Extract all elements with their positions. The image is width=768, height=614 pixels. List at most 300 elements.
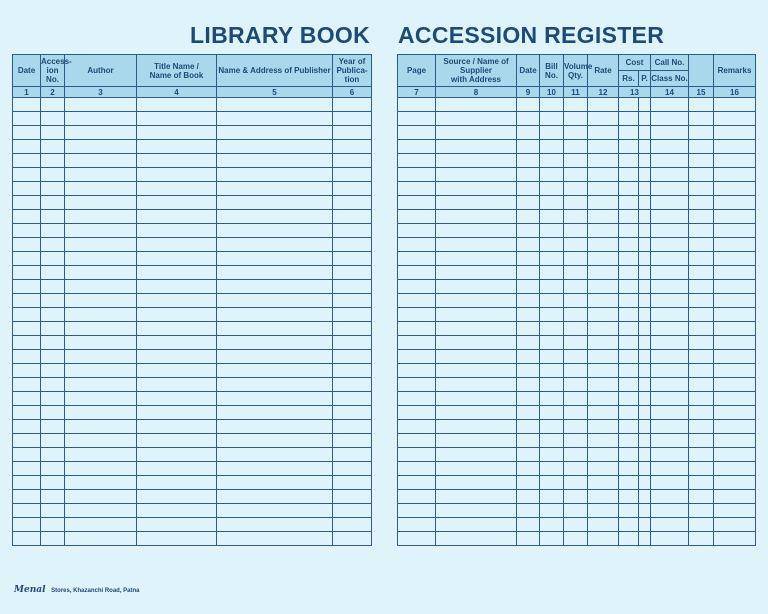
table-cell[interactable]	[333, 350, 372, 364]
table-cell[interactable]	[651, 434, 689, 448]
table-cell[interactable]	[13, 350, 41, 364]
table-cell[interactable]	[398, 504, 436, 518]
table-cell[interactable]	[398, 476, 436, 490]
table-cell[interactable]	[714, 420, 756, 434]
table-cell[interactable]	[651, 462, 689, 476]
table-cell[interactable]	[13, 280, 41, 294]
table-cell[interactable]	[540, 210, 564, 224]
table-cell[interactable]	[217, 196, 333, 210]
table-cell[interactable]	[540, 140, 564, 154]
table-cell[interactable]	[398, 168, 436, 182]
table-cell[interactable]	[41, 266, 65, 280]
table-cell[interactable]	[714, 196, 756, 210]
table-cell[interactable]	[436, 182, 517, 196]
table-cell[interactable]	[333, 112, 372, 126]
table-cell[interactable]	[588, 322, 619, 336]
table-cell[interactable]	[217, 224, 333, 238]
table-cell[interactable]	[689, 98, 714, 112]
table-cell[interactable]	[137, 532, 217, 546]
table-cell[interactable]	[65, 224, 137, 238]
table-cell[interactable]	[436, 322, 517, 336]
table-cell[interactable]	[714, 490, 756, 504]
table-cell[interactable]	[651, 266, 689, 280]
table-cell[interactable]	[217, 434, 333, 448]
table-cell[interactable]	[588, 518, 619, 532]
table-cell[interactable]	[436, 112, 517, 126]
table-cell[interactable]	[639, 434, 651, 448]
table-cell[interactable]	[564, 280, 588, 294]
table-cell[interactable]	[714, 448, 756, 462]
table-cell[interactable]	[436, 98, 517, 112]
table-cell[interactable]	[619, 294, 639, 308]
table-cell[interactable]	[41, 448, 65, 462]
table-cell[interactable]	[540, 266, 564, 280]
table-cell[interactable]	[13, 98, 41, 112]
table-cell[interactable]	[714, 518, 756, 532]
table-cell[interactable]	[714, 98, 756, 112]
table-cell[interactable]	[619, 518, 639, 532]
table-cell[interactable]	[398, 434, 436, 448]
table-cell[interactable]	[137, 448, 217, 462]
table-cell[interactable]	[540, 406, 564, 420]
table-cell[interactable]	[333, 364, 372, 378]
table-cell[interactable]	[651, 336, 689, 350]
table-cell[interactable]	[714, 210, 756, 224]
table-cell[interactable]	[651, 140, 689, 154]
table-cell[interactable]	[639, 168, 651, 182]
table-cell[interactable]	[651, 112, 689, 126]
table-cell[interactable]	[333, 448, 372, 462]
table-cell[interactable]	[619, 98, 639, 112]
table-cell[interactable]	[651, 196, 689, 210]
table-cell[interactable]	[217, 448, 333, 462]
table-cell[interactable]	[65, 280, 137, 294]
table-cell[interactable]	[41, 168, 65, 182]
table-cell[interactable]	[41, 140, 65, 154]
table-cell[interactable]	[564, 392, 588, 406]
table-cell[interactable]	[689, 308, 714, 322]
table-cell[interactable]	[689, 140, 714, 154]
table-cell[interactable]	[639, 420, 651, 434]
table-cell[interactable]	[13, 210, 41, 224]
table-cell[interactable]	[398, 518, 436, 532]
table-cell[interactable]	[41, 308, 65, 322]
table-cell[interactable]	[540, 238, 564, 252]
table-cell[interactable]	[65, 168, 137, 182]
table-cell[interactable]	[41, 294, 65, 308]
table-cell[interactable]	[13, 462, 41, 476]
table-cell[interactable]	[714, 224, 756, 238]
table-cell[interactable]	[333, 462, 372, 476]
table-cell[interactable]	[398, 448, 436, 462]
table-cell[interactable]	[564, 322, 588, 336]
table-cell[interactable]	[619, 140, 639, 154]
table-cell[interactable]	[13, 252, 41, 266]
table-cell[interactable]	[689, 154, 714, 168]
table-cell[interactable]	[517, 378, 540, 392]
table-cell[interactable]	[13, 476, 41, 490]
table-cell[interactable]	[517, 392, 540, 406]
table-cell[interactable]	[65, 252, 137, 266]
table-cell[interactable]	[41, 238, 65, 252]
table-cell[interactable]	[217, 154, 333, 168]
table-cell[interactable]	[689, 252, 714, 266]
table-cell[interactable]	[689, 322, 714, 336]
table-cell[interactable]	[639, 504, 651, 518]
table-cell[interactable]	[639, 154, 651, 168]
table-cell[interactable]	[137, 182, 217, 196]
table-cell[interactable]	[398, 126, 436, 140]
table-cell[interactable]	[41, 224, 65, 238]
table-cell[interactable]	[564, 294, 588, 308]
table-cell[interactable]	[588, 168, 619, 182]
table-cell[interactable]	[398, 182, 436, 196]
table-cell[interactable]	[651, 364, 689, 378]
table-cell[interactable]	[689, 238, 714, 252]
table-cell[interactable]	[651, 406, 689, 420]
table-cell[interactable]	[564, 364, 588, 378]
table-cell[interactable]	[564, 210, 588, 224]
table-cell[interactable]	[13, 196, 41, 210]
table-cell[interactable]	[588, 294, 619, 308]
table-cell[interactable]	[588, 126, 619, 140]
table-cell[interactable]	[41, 406, 65, 420]
table-cell[interactable]	[651, 392, 689, 406]
table-cell[interactable]	[619, 126, 639, 140]
table-cell[interactable]	[333, 210, 372, 224]
table-cell[interactable]	[517, 322, 540, 336]
table-cell[interactable]	[714, 336, 756, 350]
table-cell[interactable]	[619, 280, 639, 294]
table-cell[interactable]	[13, 364, 41, 378]
table-cell[interactable]	[714, 504, 756, 518]
table-cell[interactable]	[588, 504, 619, 518]
table-cell[interactable]	[398, 224, 436, 238]
table-cell[interactable]	[517, 98, 540, 112]
table-cell[interactable]	[217, 280, 333, 294]
table-cell[interactable]	[217, 420, 333, 434]
table-cell[interactable]	[217, 140, 333, 154]
table-cell[interactable]	[588, 224, 619, 238]
table-cell[interactable]	[588, 182, 619, 196]
table-cell[interactable]	[333, 98, 372, 112]
table-cell[interactable]	[564, 238, 588, 252]
table-cell[interactable]	[540, 294, 564, 308]
table-cell[interactable]	[588, 210, 619, 224]
table-cell[interactable]	[65, 490, 137, 504]
table-cell[interactable]	[41, 420, 65, 434]
table-cell[interactable]	[137, 294, 217, 308]
table-cell[interactable]	[217, 350, 333, 364]
table-cell[interactable]	[564, 98, 588, 112]
table-cell[interactable]	[639, 448, 651, 462]
table-cell[interactable]	[540, 126, 564, 140]
table-cell[interactable]	[398, 280, 436, 294]
table-cell[interactable]	[398, 350, 436, 364]
table-cell[interactable]	[333, 392, 372, 406]
table-cell[interactable]	[13, 182, 41, 196]
table-cell[interactable]	[13, 224, 41, 238]
table-cell[interactable]	[689, 490, 714, 504]
table-cell[interactable]	[588, 364, 619, 378]
table-cell[interactable]	[517, 140, 540, 154]
table-cell[interactable]	[41, 154, 65, 168]
table-cell[interactable]	[619, 112, 639, 126]
table-cell[interactable]	[651, 378, 689, 392]
table-cell[interactable]	[137, 280, 217, 294]
table-cell[interactable]	[517, 182, 540, 196]
table-cell[interactable]	[540, 112, 564, 126]
table-cell[interactable]	[689, 392, 714, 406]
table-cell[interactable]	[217, 266, 333, 280]
table-cell[interactable]	[651, 126, 689, 140]
table-cell[interactable]	[619, 336, 639, 350]
table-cell[interactable]	[588, 350, 619, 364]
table-cell[interactable]	[65, 392, 137, 406]
table-cell[interactable]	[639, 294, 651, 308]
table-cell[interactable]	[689, 112, 714, 126]
table-cell[interactable]	[65, 518, 137, 532]
table-cell[interactable]	[619, 350, 639, 364]
table-cell[interactable]	[619, 210, 639, 224]
table-cell[interactable]	[13, 448, 41, 462]
table-cell[interactable]	[41, 462, 65, 476]
table-cell[interactable]	[137, 504, 217, 518]
table-cell[interactable]	[217, 504, 333, 518]
table-cell[interactable]	[651, 238, 689, 252]
table-cell[interactable]	[398, 322, 436, 336]
table-cell[interactable]	[137, 252, 217, 266]
table-cell[interactable]	[41, 364, 65, 378]
table-cell[interactable]	[564, 308, 588, 322]
table-cell[interactable]	[13, 532, 41, 546]
table-cell[interactable]	[714, 392, 756, 406]
table-cell[interactable]	[137, 140, 217, 154]
table-cell[interactable]	[714, 308, 756, 322]
table-cell[interactable]	[65, 140, 137, 154]
table-cell[interactable]	[651, 182, 689, 196]
table-cell[interactable]	[639, 322, 651, 336]
table-cell[interactable]	[41, 392, 65, 406]
table-cell[interactable]	[65, 98, 137, 112]
table-cell[interactable]	[13, 168, 41, 182]
table-cell[interactable]	[398, 238, 436, 252]
table-cell[interactable]	[588, 238, 619, 252]
table-cell[interactable]	[436, 308, 517, 322]
table-cell[interactable]	[588, 490, 619, 504]
table-cell[interactable]	[41, 112, 65, 126]
table-cell[interactable]	[651, 294, 689, 308]
table-cell[interactable]	[436, 336, 517, 350]
table-cell[interactable]	[564, 112, 588, 126]
table-cell[interactable]	[714, 434, 756, 448]
table-cell[interactable]	[651, 280, 689, 294]
table-cell[interactable]	[517, 532, 540, 546]
table-cell[interactable]	[540, 336, 564, 350]
table-cell[interactable]	[398, 210, 436, 224]
table-cell[interactable]	[436, 378, 517, 392]
table-cell[interactable]	[137, 434, 217, 448]
table-cell[interactable]	[333, 126, 372, 140]
table-cell[interactable]	[714, 126, 756, 140]
table-cell[interactable]	[619, 406, 639, 420]
table-cell[interactable]	[619, 196, 639, 210]
table-cell[interactable]	[619, 266, 639, 280]
table-cell[interactable]	[137, 266, 217, 280]
table-cell[interactable]	[517, 476, 540, 490]
table-cell[interactable]	[333, 154, 372, 168]
table-cell[interactable]	[517, 406, 540, 420]
table-cell[interactable]	[639, 336, 651, 350]
table-cell[interactable]	[619, 168, 639, 182]
table-cell[interactable]	[588, 196, 619, 210]
table-cell[interactable]	[398, 490, 436, 504]
table-cell[interactable]	[333, 280, 372, 294]
table-cell[interactable]	[517, 238, 540, 252]
table-cell[interactable]	[714, 140, 756, 154]
table-cell[interactable]	[619, 532, 639, 546]
table-cell[interactable]	[436, 490, 517, 504]
table-cell[interactable]	[564, 490, 588, 504]
table-cell[interactable]	[540, 364, 564, 378]
table-cell[interactable]	[564, 224, 588, 238]
table-cell[interactable]	[564, 532, 588, 546]
table-cell[interactable]	[137, 98, 217, 112]
table-cell[interactable]	[517, 126, 540, 140]
table-cell[interactable]	[588, 252, 619, 266]
table-cell[interactable]	[436, 154, 517, 168]
table-cell[interactable]	[639, 392, 651, 406]
table-cell[interactable]	[137, 168, 217, 182]
table-cell[interactable]	[217, 98, 333, 112]
table-cell[interactable]	[619, 182, 639, 196]
table-cell[interactable]	[217, 168, 333, 182]
table-cell[interactable]	[436, 252, 517, 266]
table-cell[interactable]	[714, 406, 756, 420]
table-cell[interactable]	[639, 252, 651, 266]
table-cell[interactable]	[137, 420, 217, 434]
table-cell[interactable]	[619, 238, 639, 252]
table-cell[interactable]	[436, 224, 517, 238]
table-cell[interactable]	[689, 364, 714, 378]
table-cell[interactable]	[13, 518, 41, 532]
table-cell[interactable]	[517, 364, 540, 378]
table-cell[interactable]	[540, 322, 564, 336]
table-cell[interactable]	[41, 98, 65, 112]
table-cell[interactable]	[333, 378, 372, 392]
table-cell[interactable]	[517, 112, 540, 126]
table-cell[interactable]	[137, 196, 217, 210]
table-cell[interactable]	[639, 462, 651, 476]
table-cell[interactable]	[689, 476, 714, 490]
table-cell[interactable]	[137, 518, 217, 532]
table-cell[interactable]	[651, 448, 689, 462]
table-cell[interactable]	[651, 350, 689, 364]
table-cell[interactable]	[689, 294, 714, 308]
table-cell[interactable]	[436, 210, 517, 224]
table-cell[interactable]	[564, 476, 588, 490]
table-cell[interactable]	[689, 434, 714, 448]
table-cell[interactable]	[13, 238, 41, 252]
table-cell[interactable]	[436, 280, 517, 294]
table-cell[interactable]	[517, 210, 540, 224]
table-cell[interactable]	[13, 308, 41, 322]
table-cell[interactable]	[333, 196, 372, 210]
table-cell[interactable]	[333, 532, 372, 546]
table-cell[interactable]	[714, 182, 756, 196]
table-cell[interactable]	[436, 448, 517, 462]
table-cell[interactable]	[41, 210, 65, 224]
table-cell[interactable]	[13, 420, 41, 434]
table-cell[interactable]	[651, 98, 689, 112]
table-cell[interactable]	[639, 532, 651, 546]
table-cell[interactable]	[588, 476, 619, 490]
table-cell[interactable]	[540, 532, 564, 546]
table-cell[interactable]	[137, 224, 217, 238]
table-cell[interactable]	[639, 98, 651, 112]
table-cell[interactable]	[588, 406, 619, 420]
table-cell[interactable]	[714, 532, 756, 546]
table-cell[interactable]	[217, 294, 333, 308]
table-cell[interactable]	[65, 336, 137, 350]
table-cell[interactable]	[13, 434, 41, 448]
table-cell[interactable]	[714, 112, 756, 126]
table-cell[interactable]	[588, 308, 619, 322]
table-cell[interactable]	[398, 196, 436, 210]
table-cell[interactable]	[333, 518, 372, 532]
table-cell[interactable]	[436, 140, 517, 154]
table-cell[interactable]	[217, 336, 333, 350]
table-cell[interactable]	[564, 168, 588, 182]
table-cell[interactable]	[13, 126, 41, 140]
table-cell[interactable]	[65, 308, 137, 322]
table-cell[interactable]	[398, 406, 436, 420]
table-cell[interactable]	[65, 406, 137, 420]
table-cell[interactable]	[689, 280, 714, 294]
table-cell[interactable]	[639, 182, 651, 196]
table-cell[interactable]	[333, 238, 372, 252]
table-cell[interactable]	[13, 322, 41, 336]
table-cell[interactable]	[588, 462, 619, 476]
table-cell[interactable]	[217, 476, 333, 490]
table-cell[interactable]	[398, 420, 436, 434]
table-cell[interactable]	[217, 210, 333, 224]
table-cell[interactable]	[564, 350, 588, 364]
table-cell[interactable]	[564, 196, 588, 210]
table-cell[interactable]	[436, 420, 517, 434]
table-cell[interactable]	[13, 490, 41, 504]
table-cell[interactable]	[65, 420, 137, 434]
table-cell[interactable]	[398, 378, 436, 392]
table-cell[interactable]	[540, 392, 564, 406]
table-cell[interactable]	[217, 238, 333, 252]
table-cell[interactable]	[714, 378, 756, 392]
table-cell[interactable]	[436, 476, 517, 490]
table-cell[interactable]	[564, 518, 588, 532]
table-cell[interactable]	[65, 378, 137, 392]
table-cell[interactable]	[588, 98, 619, 112]
table-cell[interactable]	[41, 350, 65, 364]
table-cell[interactable]	[13, 392, 41, 406]
table-cell[interactable]	[517, 266, 540, 280]
table-cell[interactable]	[651, 490, 689, 504]
table-cell[interactable]	[65, 154, 137, 168]
table-cell[interactable]	[619, 308, 639, 322]
table-cell[interactable]	[65, 434, 137, 448]
table-cell[interactable]	[41, 434, 65, 448]
table-cell[interactable]	[41, 476, 65, 490]
table-cell[interactable]	[619, 378, 639, 392]
